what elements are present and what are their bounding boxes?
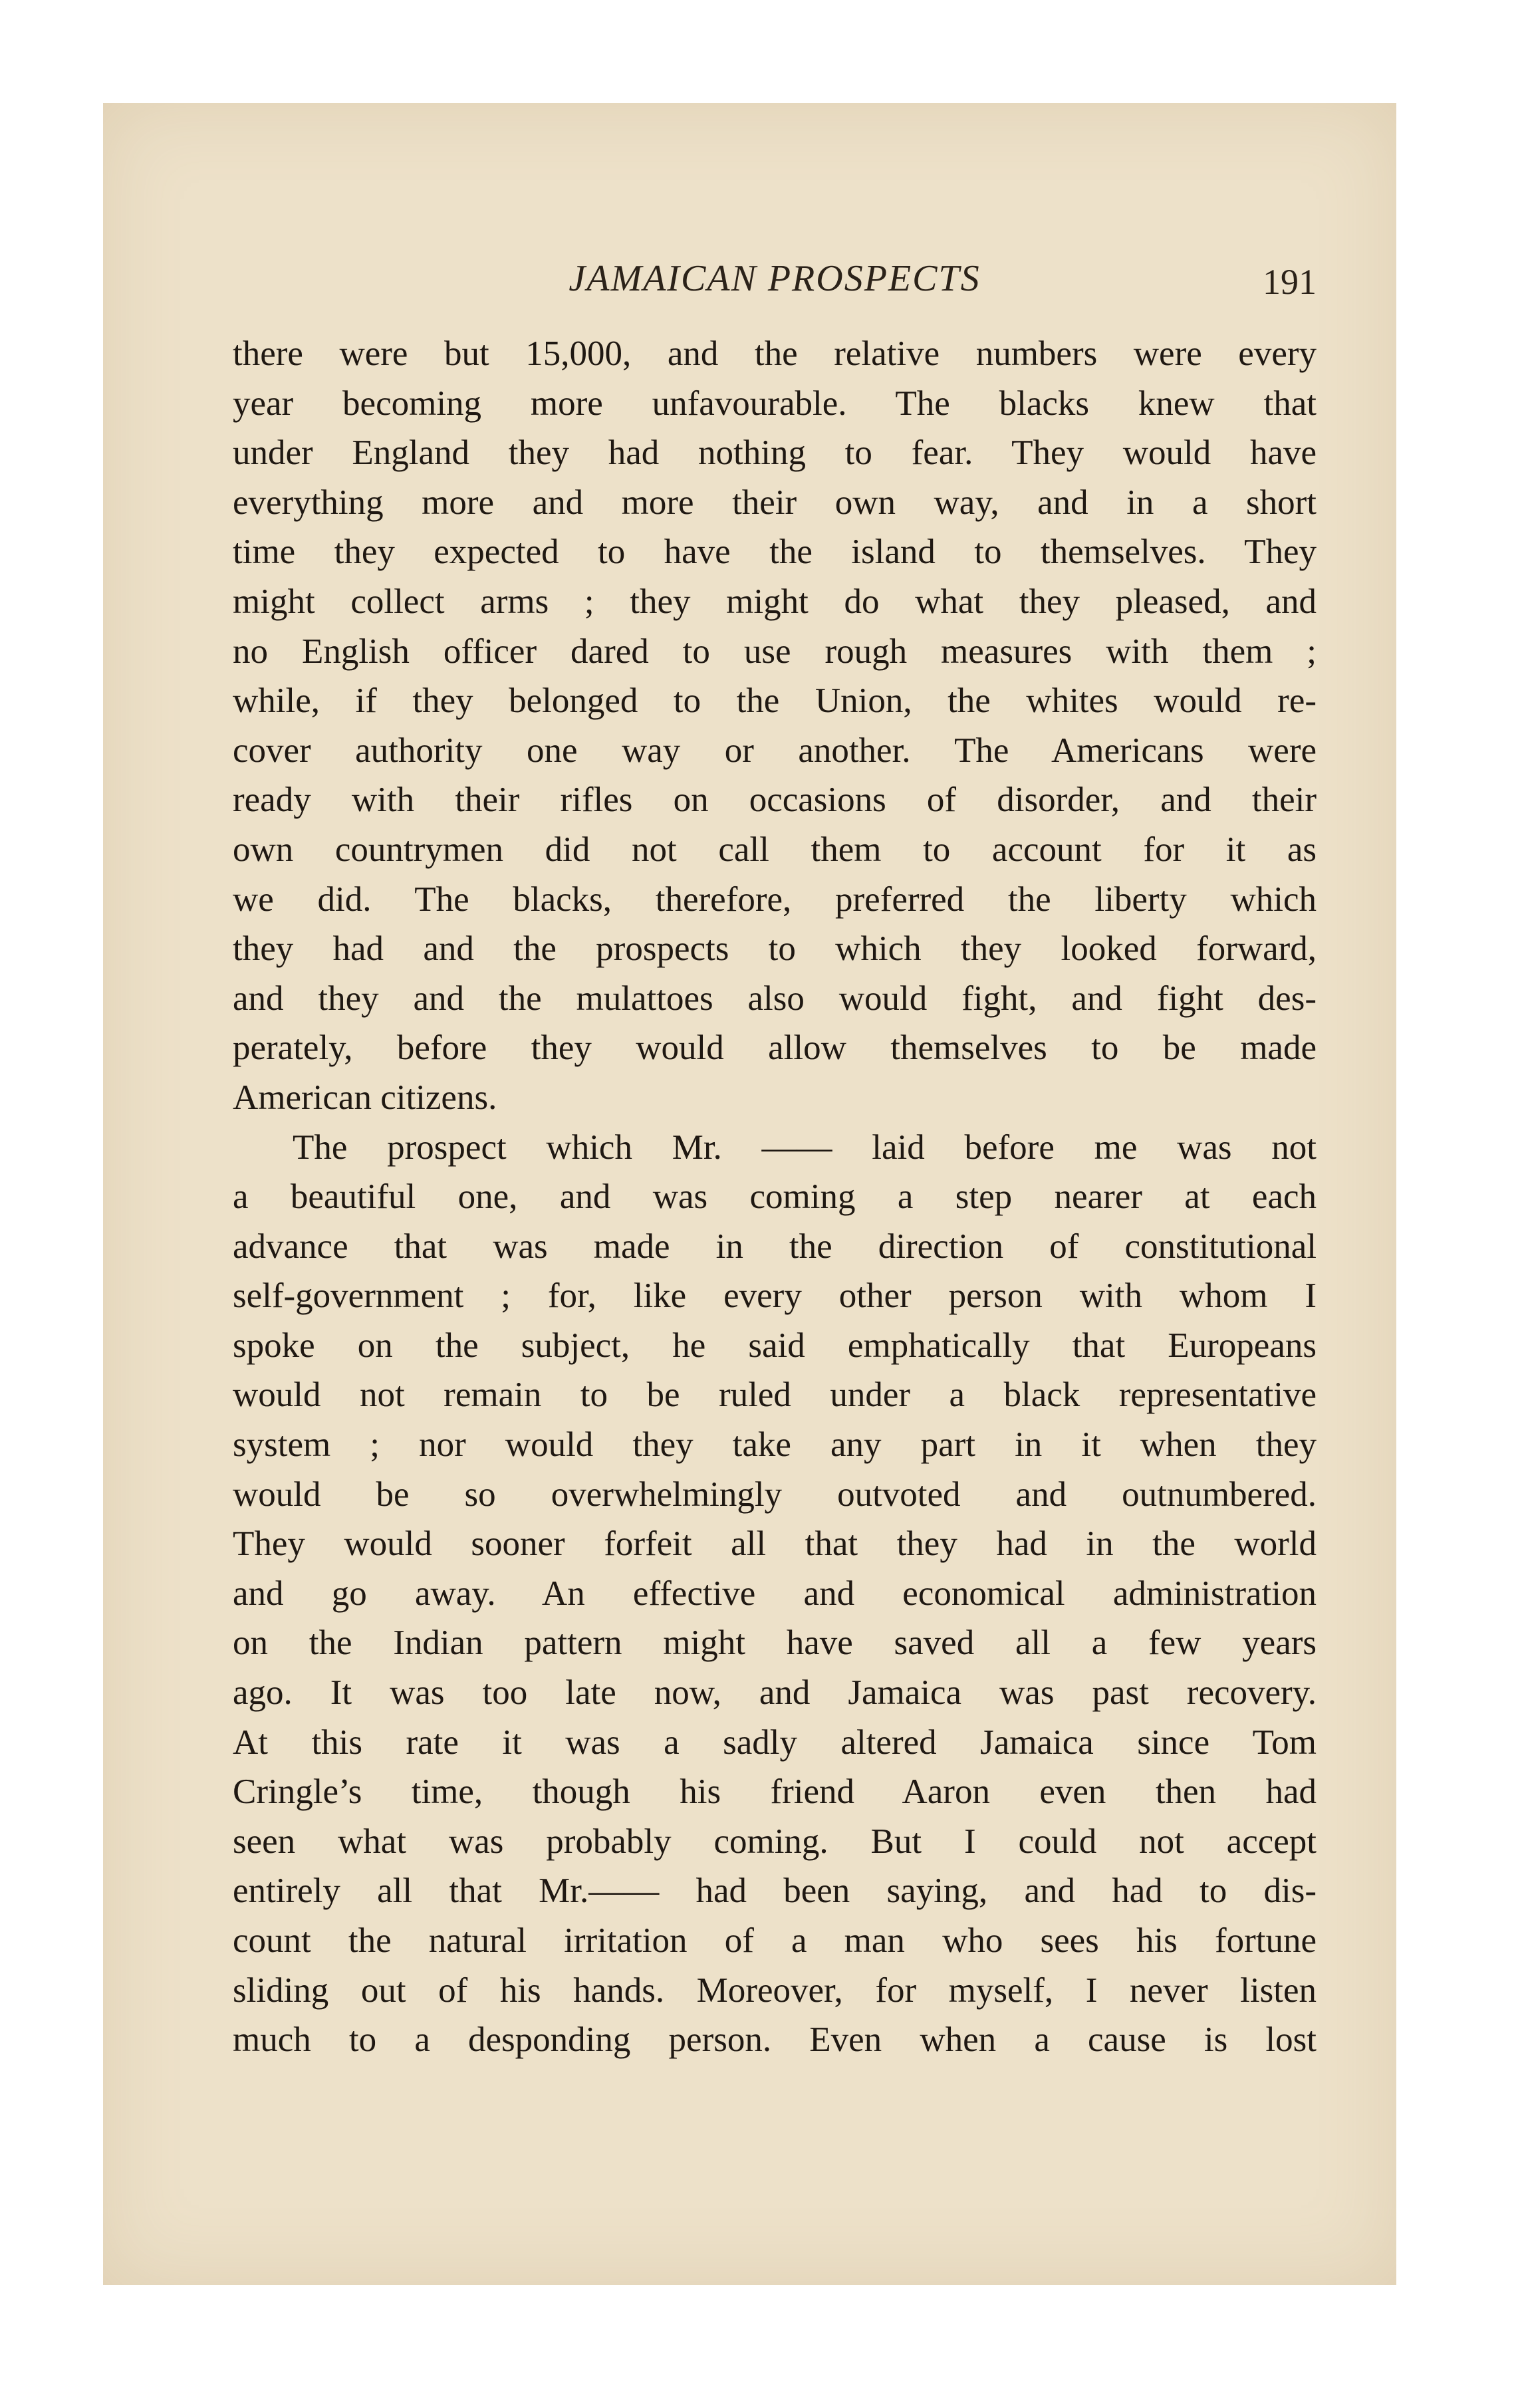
text-line: ready with their rifles on occasions of disorder, and their	[233, 781, 1317, 820]
text-line: would be so overwhelmingly outvoted and outnumbered.	[233, 1475, 1317, 1514]
text-line: we did. The blacks, therefore, preferred the liberty which	[233, 880, 1317, 919]
body-text	[233, 329, 1317, 2065]
text-line: year becoming more unfavourable. The blacks knew that	[233, 384, 1317, 423]
text-line: perately, before they would allow themselves to be made	[233, 1028, 1317, 1068]
text-line: self-government ; for, like every other person with whom I	[233, 1276, 1317, 1316]
page-header	[233, 257, 1317, 317]
text-line: They would sooner forfeit all that they had in the world	[233, 1524, 1317, 1564]
text-line: system ; nor would they take any part in it when they	[233, 1425, 1317, 1465]
running-head: JAMAICAN PROSPECTS	[569, 258, 981, 299]
text-line: cover authority one way or another. The Americans were	[233, 731, 1317, 770]
text-line: time they expected to have the island to themselves. They	[233, 533, 1317, 572]
text-line: American citizens.	[233, 1078, 497, 1117]
text-line: sliding out of his hands. Moreover, for myself, I never listen	[233, 1971, 1317, 2010]
text-line: under England they had nothing to fear. They would have	[233, 433, 1317, 473]
paragraph	[233, 1123, 1317, 2065]
page-number: 191	[1263, 262, 1317, 302]
text-line: entirely all that Mr.—— had been saying, and had to dis-	[233, 1871, 1317, 1911]
text-line: there were but 15,000, and the relative numbers were every	[233, 334, 1317, 373]
text-line: while, if they belonged to the Union, the whites would re-	[233, 681, 1317, 721]
text-line: count the natural irritation of a man who sees his fortune	[233, 1921, 1317, 1960]
text-line: they had and the prospects to which they looked forward,	[233, 929, 1317, 969]
text-line: The prospect which Mr. —— laid before me was not	[293, 1128, 1317, 1167]
text-line: might collect arms ; they might do what they pleased, and	[233, 582, 1317, 621]
text-line: and go away. An effective and economical administration	[233, 1574, 1317, 1613]
text-line: on the Indian pattern might have saved all a few years	[233, 1624, 1317, 1663]
text-line: and they and the mulattoes also would fight, and fight des-	[233, 979, 1317, 1018]
text-line: seen what was probably coming. But I could not accept	[233, 1822, 1317, 1861]
book-page	[103, 103, 1396, 2285]
text-line: much to a desponding person. Even when a cause is lost	[233, 2020, 1317, 2060]
text-line: advance that was made in the direction of constitutional	[233, 1227, 1317, 1266]
text-line: everything more and more their own way, and in a short	[233, 483, 1317, 522]
text-line: spoke on the subject, he said emphatically that Europeans	[233, 1326, 1317, 1365]
text-line: own countrymen did not call them to account for it as	[233, 830, 1317, 869]
text-line: would not remain to be ruled under a black representative	[233, 1376, 1317, 1415]
text-line: no English officer dared to use rough measures with them ;	[233, 632, 1317, 671]
text-line: ago. It was too late now, and Jamaica was past recovery.	[233, 1673, 1317, 1713]
text-line: At this rate it was a sadly altered Jamaica since Tom	[233, 1723, 1317, 1762]
paragraph	[233, 329, 1317, 1123]
text-line: a beautiful one, and was coming a step nearer at each	[233, 1177, 1317, 1217]
text-line: Cringle’s time, though his friend Aaron even then had	[233, 1772, 1317, 1812]
